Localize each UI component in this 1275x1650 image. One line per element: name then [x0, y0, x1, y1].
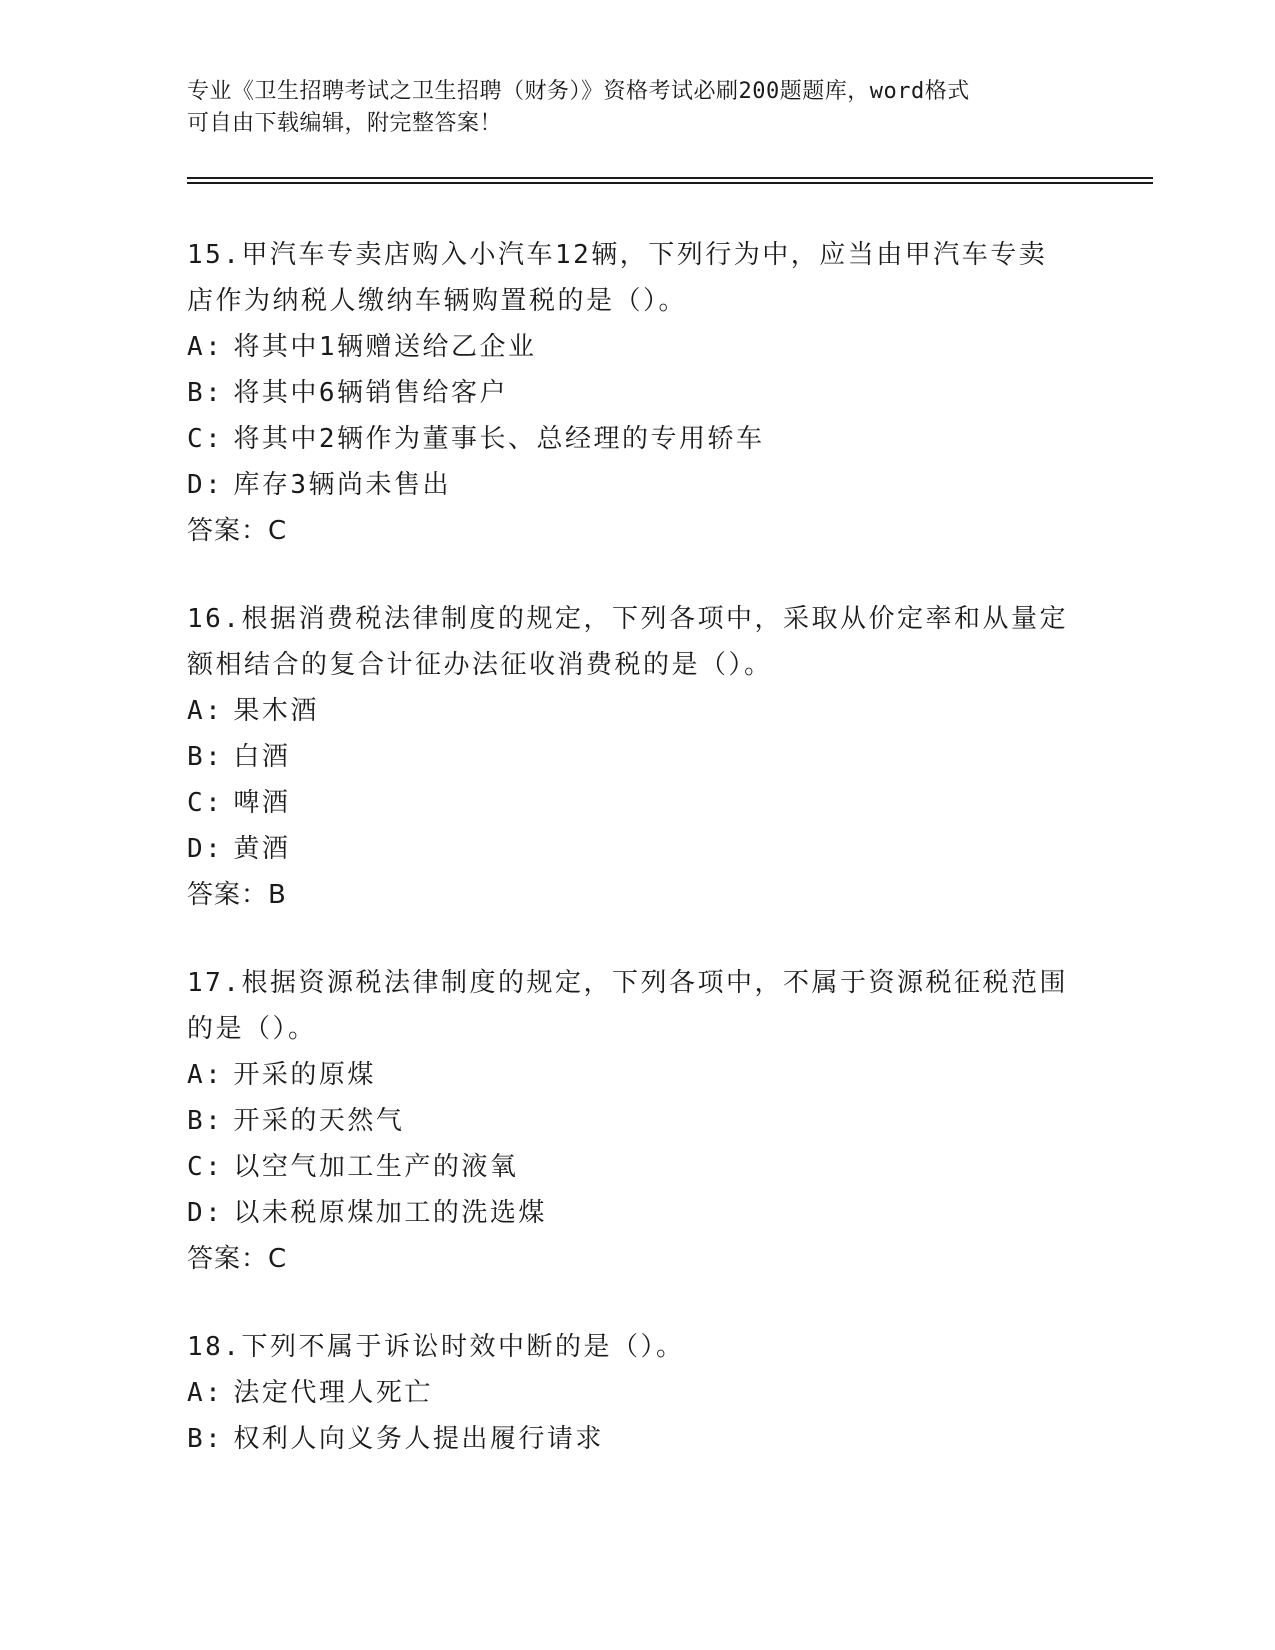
- header-line-2: 可自由下载编辑，附完整答案！: [187, 111, 503, 136]
- question-stem-line: 的是（）。: [187, 1014, 317, 1044]
- option-letter: D:: [187, 834, 224, 864]
- option-letter: C:: [187, 424, 224, 454]
- option-text: 权利人向义务人提出履行请求: [233, 1424, 604, 1454]
- option-c: [187, 1144, 1087, 1190]
- option-letter: A:: [187, 696, 224, 726]
- option-letter: B:: [187, 1424, 224, 1454]
- option-b: [187, 1098, 1087, 1144]
- option-text: 白酒: [233, 742, 291, 772]
- option-letter: C:: [187, 1152, 224, 1182]
- question-stem-line: 店作为纳税人缴纳车辆购置税的是（）。: [187, 286, 688, 316]
- question-stem-line: 18.下列不属于诉讼时效中断的是（）。: [187, 1332, 685, 1362]
- option-d: [187, 1190, 1087, 1236]
- option-a: [187, 688, 1087, 734]
- option-text: 以空气加工生产的液氧: [233, 1152, 519, 1182]
- option-d: [187, 826, 1087, 872]
- option-text: 将其中6辆销售给客户: [233, 378, 508, 408]
- option-b: [187, 734, 1087, 780]
- option-text: 开采的天然气: [233, 1106, 405, 1136]
- option-a: [187, 1052, 1087, 1098]
- option-a: [187, 324, 1087, 370]
- question-18: [187, 1324, 1087, 1462]
- option-c: [187, 780, 1087, 826]
- option-text: 开采的原煤: [233, 1060, 376, 1090]
- option-letter: B:: [187, 378, 224, 408]
- option-text: 将其中2辆作为董事长、总经理的专用轿车: [233, 424, 765, 454]
- option-letter: D:: [187, 470, 224, 500]
- question-15: [187, 232, 1087, 554]
- option-text: 以未税原煤加工的洗选煤: [233, 1198, 547, 1228]
- question-17: [187, 960, 1087, 1282]
- option-c: [187, 416, 1087, 462]
- option-text: 库存3辆尚未售出: [233, 470, 451, 500]
- option-text: 啤酒: [233, 788, 291, 818]
- option-text: 将其中1辆赠送给乙企业: [233, 332, 537, 362]
- question-stem-line: 15.甲汽车专卖店购入小汽车12辆，下列行为中，应当由甲汽车专卖: [187, 240, 1048, 270]
- header-divider-bottom: [187, 182, 1153, 184]
- option-b: [187, 370, 1087, 416]
- question-16: [187, 596, 1087, 918]
- question-stem-line: 16.根据消费税法律制度的规定，下列各项中，采取从价定率和从量定: [187, 604, 1068, 634]
- option-d: [187, 462, 1087, 508]
- header-divider-top: [187, 177, 1153, 179]
- question-stem-line: 额相结合的复合计征办法征收消费税的是（）。: [187, 650, 773, 680]
- answer-line: 答案：C: [187, 516, 288, 546]
- option-letter: B:: [187, 1106, 224, 1136]
- option-letter: C:: [187, 788, 224, 818]
- option-text: 黄酒: [233, 834, 291, 864]
- question-stem-line: 17.根据资源税法律制度的规定，下列各项中，不属于资源税征税范围: [187, 968, 1068, 998]
- option-text: 果木酒: [233, 696, 319, 726]
- option-letter: A:: [187, 1060, 224, 1090]
- answer-line: 答案：B: [187, 880, 287, 910]
- header-line-1: 专业《卫生招聘考试之卫生招聘（财务）》资格考试必刷200题题库，word格式: [187, 79, 970, 104]
- option-text: 法定代理人死亡: [233, 1378, 433, 1408]
- option-letter: A:: [187, 332, 224, 362]
- option-letter: A:: [187, 1378, 224, 1408]
- document-header: [187, 76, 1087, 140]
- option-letter: B:: [187, 742, 224, 772]
- option-b: [187, 1416, 1087, 1462]
- option-a: [187, 1370, 1087, 1416]
- option-letter: D:: [187, 1198, 224, 1228]
- answer-line: 答案：C: [187, 1244, 288, 1274]
